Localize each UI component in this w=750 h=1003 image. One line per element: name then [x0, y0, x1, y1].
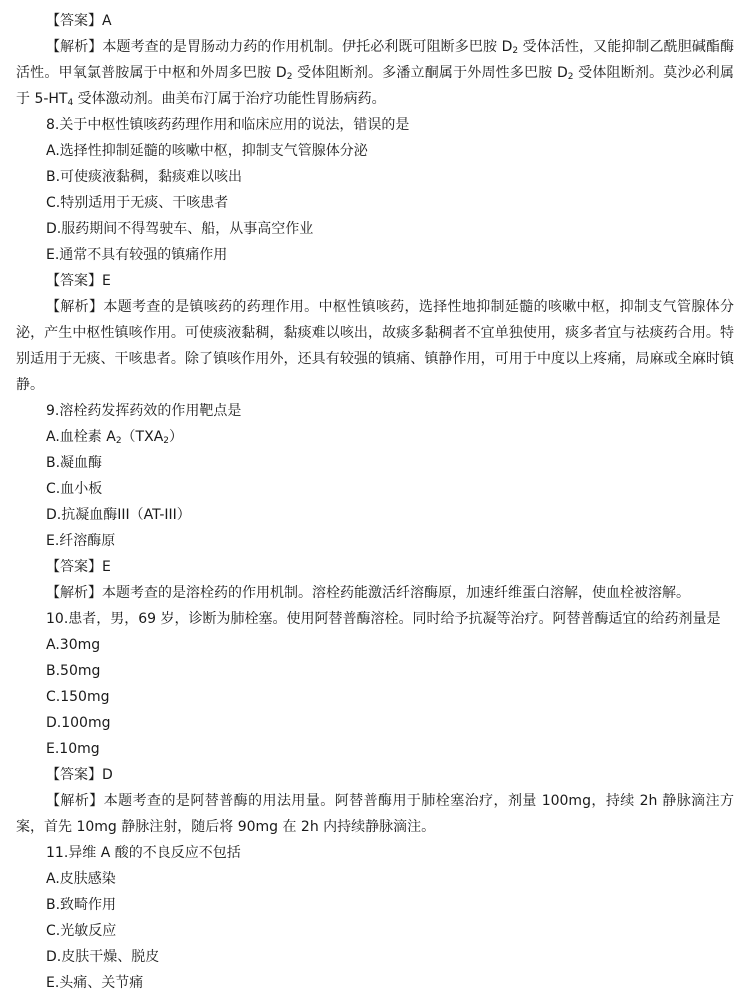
text-line: E.头痛、关节痛	[46, 975, 144, 991]
text-line: C.150mg	[46, 689, 110, 705]
text-line: 11.异维 A 酸的不良反应不包括	[46, 845, 241, 861]
text-line: D.皮肤干燥、脱皮	[46, 949, 160, 965]
text-line: B.致畸作用	[46, 897, 117, 913]
subscript: 2	[115, 436, 122, 446]
text-line: E.通常不具有较强的镇痛作用	[46, 247, 228, 263]
explanation-paragraph: 【解析】本题考查的是溶栓药的作用机制。溶栓药能激活纤溶酶原，加速纤维蛋白溶解，使血栓被溶解。	[46, 585, 690, 601]
text-line: A.血栓素 $A_2(TXA_2)$	[46, 429, 184, 446]
text-line: D.服药期间不得驾驶车、船，从事高空作业	[46, 221, 314, 237]
text-line: E.10mg	[46, 741, 100, 757]
text-line: C.血小板	[46, 481, 103, 497]
subscript: 4	[67, 98, 74, 108]
subscript: 2	[512, 46, 519, 56]
text-line: 9.溶栓药发挥药效的作用靶点是	[46, 403, 242, 419]
text-line: 【答案】D	[46, 767, 113, 783]
text-line: D.抗凝血酶III（AT-III）	[46, 507, 191, 523]
text-line: A.皮肤感染	[46, 871, 116, 887]
text-line: C.特别适用于无痰、干咳患者	[46, 195, 229, 211]
explanation-paragraph: 【解析】本题考查的是镇咳药的药理作用。中枢性镇咳药，选择性地抑制延髓的咳嗽中枢，抑制支气管腺体分泌，产生中枢性镇咳作用。可使痰液黏稠，黏痰难以咳出，故痰多黏稠者不宜单独使用，痰多者宜与祛痰药合用。特别适用于无痰、干咳患者。除了镇咳作用外，还具有较强的镇痛、镇静作用，可用于中度以上疼痛，局麻或全麻时镇静。	[16, 299, 734, 393]
subscript: 2	[286, 72, 293, 82]
text-line: B.可使痰液黏稠，黏痰难以咳出	[46, 169, 243, 185]
text-line: 【答案】A	[46, 13, 112, 29]
text-line: 8.关于中枢性镇咳药药理作用和临床应用的说法，错误的是	[46, 117, 410, 133]
text-line: A.30mg	[46, 637, 101, 653]
text-line: A.选择性抑制延髓的咳嗽中枢，抑制支气管腺体分泌	[46, 143, 368, 159]
explanation-paragraph: 【解析】本题考查的是胃肠动力药的作用机制。伊托必利既可阻断多巴胺 $D_2$ 受体活性，又能抑制乙酰胆碱酯酶活性。甲氧氯普胺属于中枢和外周多巴胺 $D_2$ 受体阻断剂。多潘立酮属于外周性多巴胺 $D_2$ 受体阻断剂。莫沙必利属于 $5-HT_4$ 受体激动剂。曲美布汀属于治疗功能性胃肠病药。	[16, 39, 735, 108]
subscript: 2	[567, 72, 574, 82]
text-line: C.光敏反应	[46, 923, 117, 939]
text-line: B.凝血酶	[46, 455, 103, 471]
subscript: 2	[163, 436, 170, 446]
text-line: E.纤溶酶原	[46, 533, 116, 549]
text-line: 【答案】E	[46, 273, 111, 289]
text-line: D.100mg	[46, 715, 111, 731]
text-line: 10.患者，男，69 岁，诊断为肺栓塞。使用阿替普酶溶栓。同时给予抗凝等治疗。阿替普酶适宜的给药剂量是	[46, 611, 721, 627]
text-line: 【答案】E	[46, 559, 111, 575]
text-line: B.50mg	[46, 663, 101, 679]
explanation-paragraph: 【解析】本题考查的是阿替普酶的用法用量。阿替普酶用于肺栓塞治疗，剂量 100mg，持续 2h 静脉滴注方案，首先 10mg 静脉注射，随后将 90mg 在 2h 内持续静脉滴注。	[16, 793, 734, 835]
